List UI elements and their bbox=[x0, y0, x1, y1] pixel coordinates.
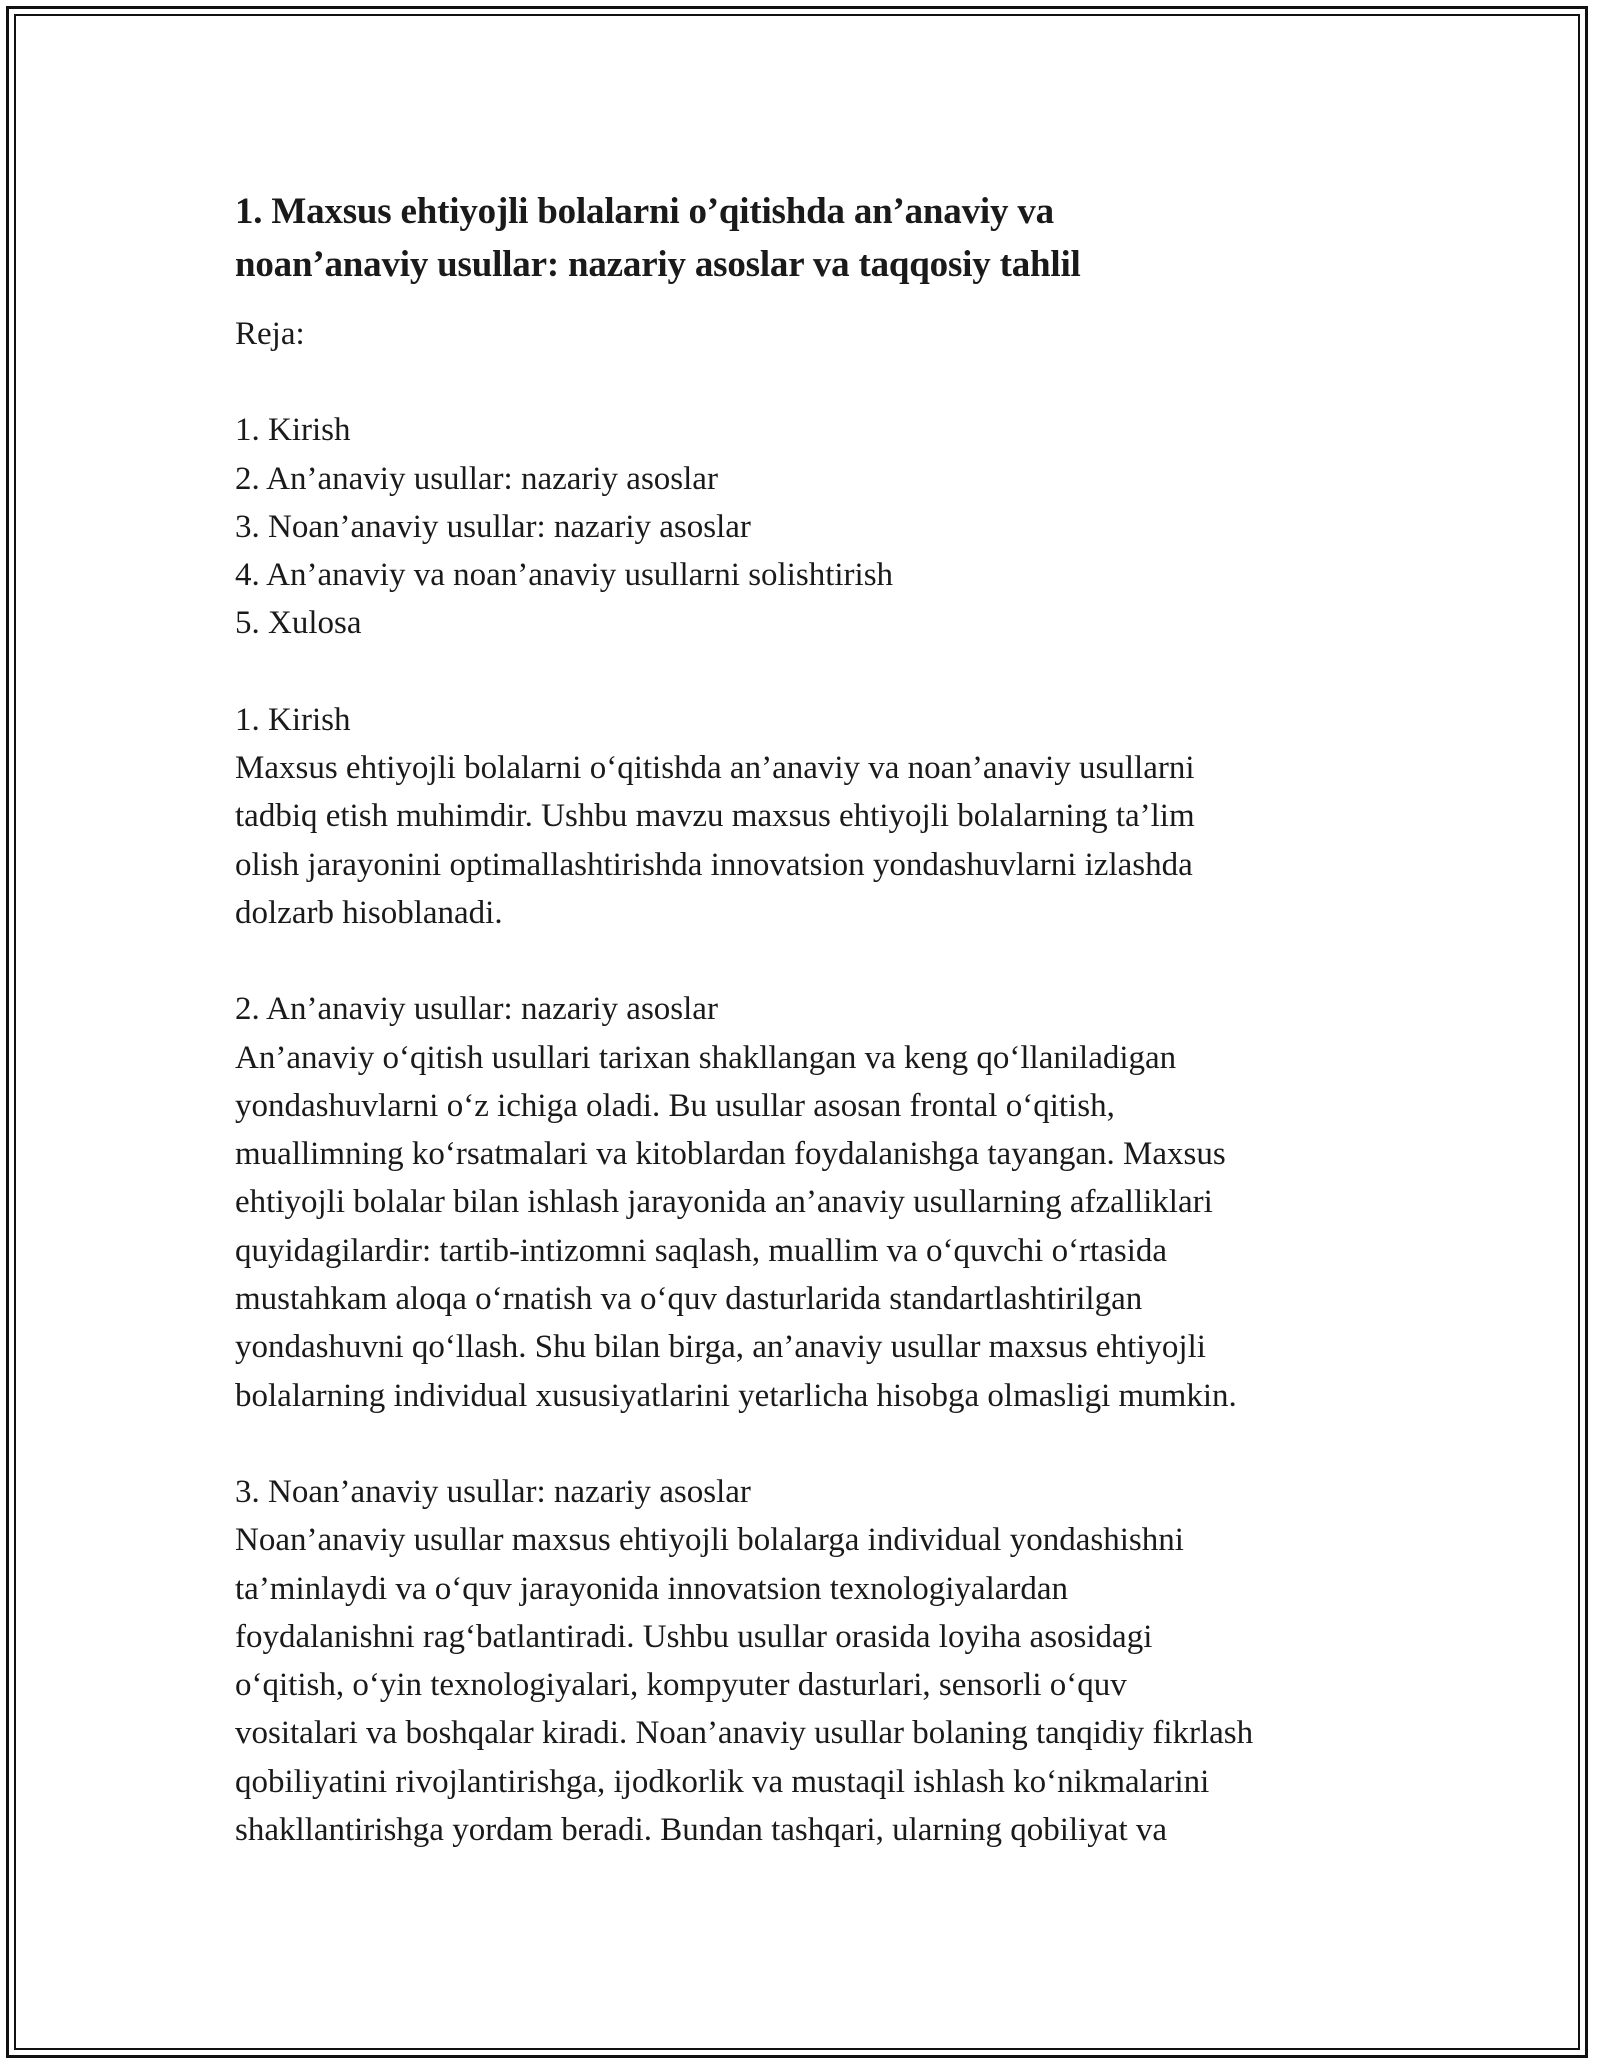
paragraph-line: quyidagilardir: tartib-intizomni saqlash, muallim va o‘quvchi o‘rtasida bbox=[235, 1232, 1168, 1269]
section-paragraph bbox=[235, 744, 1395, 937]
plan-item: 4. An’anaviy va noan’anaviy usullarni solishtirish bbox=[235, 557, 894, 594]
plan-item: 5. Xulosa bbox=[235, 605, 362, 642]
plan-label: Reja: bbox=[235, 316, 305, 352]
paragraph-line: foydalanishni rag‘batlantiradi. Ushbu usullar orasida loyiha asosidagi bbox=[235, 1618, 1153, 1655]
section-paragraph bbox=[235, 1034, 1395, 1420]
paragraph-line: vositalari va boshqalar kiradi. Noan’anaviy usullar bolaning tanqidiy fikrlash bbox=[235, 1715, 1254, 1752]
paragraph-line: yondashuvlarni o‘z ichiga oladi. Bu usullar asosan frontal o‘qitish, bbox=[235, 1087, 1115, 1124]
paragraph-line: An’anaviy o‘qitish usullari tarixan shakllangan va keng qo‘llaniladigan bbox=[235, 1039, 1177, 1076]
document-title-line-2: noan’anaviy usullar: nazariy asoslar va taqqosiy tahlil bbox=[235, 244, 1081, 285]
document-title-line-1: 1. Maxsus ehtiyojli bolalarni o’qitishda an’anaviy va bbox=[235, 191, 1054, 232]
paragraph-line: o‘qitish, o‘yin texnologiyalari, kompyuter dasturlari, sensorli o‘quv bbox=[235, 1667, 1127, 1704]
paragraph-line: shakllantirishga yordam beradi. Bundan tashqari, ularning qobiliyat va bbox=[235, 1812, 1168, 1849]
plan-item: 2. An’anaviy usullar: nazariy asoslar bbox=[235, 460, 718, 497]
paragraph-line: olish jarayonini optimallashtirishda innovatsion yondashuvlarni izlashda bbox=[235, 846, 1193, 883]
paragraph-line: tadbiq etish muhimdir. Ushbu mavzu maxsus ehtiyojli bolalarning ta’lim bbox=[235, 798, 1195, 835]
paragraph-line: ehtiyojli bolalar bilan ishlash jarayonida an’anaviy usullarning afzalliklari bbox=[235, 1184, 1213, 1221]
paragraph-line: qobiliyatini rivojlantirishga, ijodkorlik va mustaqil ishlash ko‘nikmalarini bbox=[235, 1763, 1210, 1800]
paragraph-line: Noan’anaviy usullar maxsus ehtiyojli bolalarga individual yondashishni bbox=[235, 1522, 1184, 1559]
paragraph-line: yondashuvni qo‘llash. Shu bilan birga, an’anaviy usullar maxsus ehtiyojli bbox=[235, 1329, 1206, 1366]
document-title bbox=[235, 185, 1395, 291]
plan-item: 3. Noan’anaviy usullar: nazariy asoslar bbox=[235, 508, 751, 545]
plan-item: 1. Kirish bbox=[235, 412, 351, 449]
paragraph-line: dolzarb hisoblanadi. bbox=[235, 894, 503, 931]
section-heading: 1. Kirish bbox=[235, 701, 351, 738]
paragraph-line: mustahkam aloqa o‘rnatish va o‘quv dasturlarida standartlashtirilgan bbox=[235, 1281, 1143, 1318]
section-traditional-methods bbox=[235, 985, 1395, 1420]
section-heading: 3. Noan’anaviy usullar: nazariy asoslar bbox=[235, 1473, 751, 1510]
section-paragraph bbox=[235, 1516, 1395, 1854]
plan-list bbox=[235, 406, 1395, 647]
section-nontraditional-methods bbox=[235, 1468, 1395, 1854]
section-heading: 2. An’anaviy usullar: nazariy asoslar bbox=[235, 991, 718, 1028]
paragraph-line: bolalarning individual xususiyatlarini yetarlicha hisobga olmasligi mumkin. bbox=[235, 1377, 1237, 1414]
paragraph-line: Maxsus ehtiyojli bolalarni o‘qitishda an’anaviy va noan’anaviy usullarni bbox=[235, 750, 1195, 787]
paragraph-line: ta’minlaydi va o‘quv jarayonida innovatsion texnologiyalardan bbox=[235, 1570, 1069, 1607]
paragraph-line: muallimning ko‘rsatmalari va kitoblardan foydalanishga tayangan. Maxsus bbox=[235, 1136, 1226, 1173]
document-body bbox=[235, 185, 1395, 1854]
section-introduction bbox=[235, 696, 1395, 937]
